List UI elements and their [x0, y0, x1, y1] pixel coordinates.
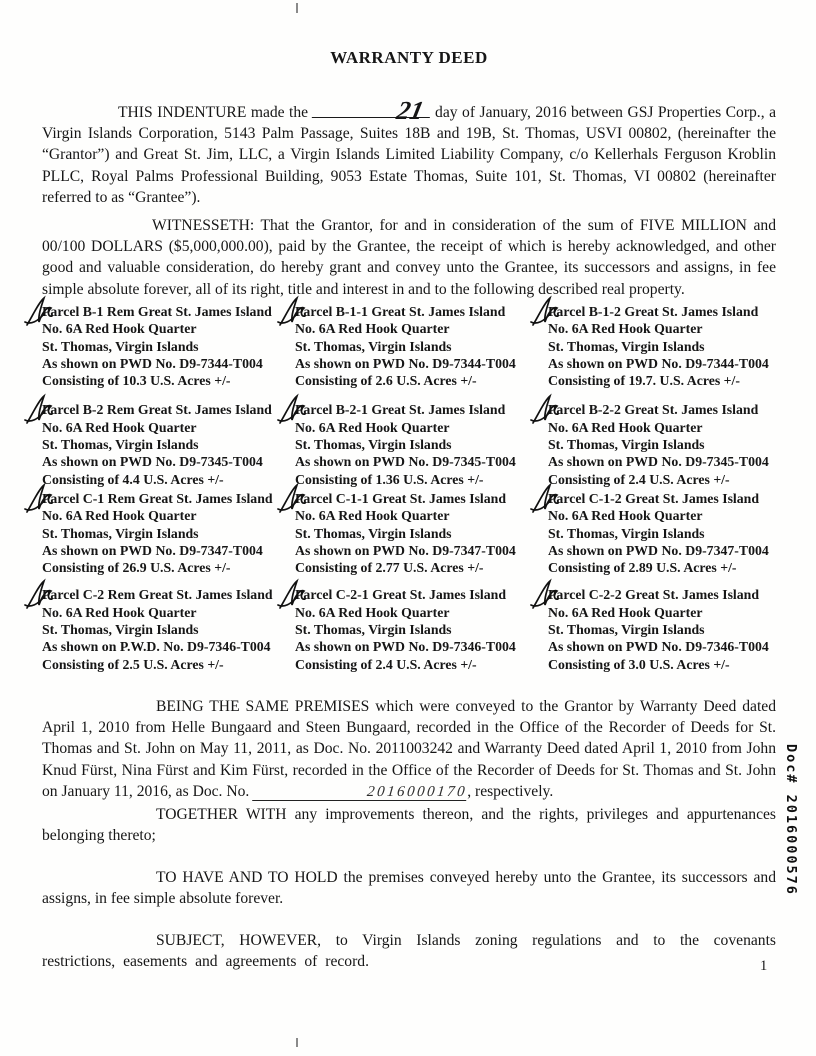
parcel-block-b1-1: [295, 303, 548, 389]
paragraph-premises: [42, 696, 776, 803]
page-number: 1: [760, 958, 768, 974]
parcel-line: No. 6A Red Hook Quarter: [42, 419, 197, 435]
parcel-line: No. 6A Red Hook Quarter: [548, 604, 703, 620]
parcel-block-b2-rem: [42, 401, 295, 487]
parcel-row: [42, 303, 776, 389]
parcel-line: St. Thomas, Virgin Islands: [548, 525, 705, 541]
parcel-line: St. Thomas, Virgin Islands: [42, 622, 199, 638]
paragraph-subject-however: SUBJECT, HOWEVER, to Virgin Islands zoning regulations and to the covenants restrictions, easements and agreements of record.: [42, 931, 776, 970]
parcel-line: As shown on PWD No. D9-7344-T004: [42, 355, 263, 371]
parcel-block-b1-rem: [42, 303, 295, 389]
recorder-doc-number-stamp: Doc# 2016000576: [783, 744, 799, 896]
parcel-line: As shown on PWD No. D9-7347-T004: [42, 542, 263, 558]
parcel-line: Consisting of 3.0 U.S. Acres +/-: [548, 656, 730, 672]
parcel-block-c1-1: [295, 490, 548, 576]
parcel-line: As shown on PWD No. D9-7346-T004: [548, 639, 769, 655]
parcel-block-b2-1: [295, 401, 548, 487]
handwritten-doc-number: 2016000170: [252, 785, 468, 801]
parcel-line: Parcel C-2-1 Great St. James Island: [295, 587, 507, 603]
parcel-line: St. Thomas, Virgin Islands: [548, 338, 705, 354]
paragraph-to-have-and-hold: TO HAVE AND TO HOLD the premises conveyed hereby unto the Grantee, its successors and assigns, in fee simple absolute forever.: [42, 868, 776, 907]
parcel-row: [42, 586, 776, 672]
premises-text-post: , respectively.: [467, 783, 554, 801]
parcel-line: As shown on P.W.D. No. D9-7346-T004: [42, 639, 271, 655]
parcel-line: No. 6A Red Hook Quarter: [295, 419, 450, 435]
document-title: WARRANTY DEED: [330, 48, 488, 67]
parcel-line: Parcel C-1-2 Great St. James Island: [548, 490, 760, 506]
registration-mark-top: [296, 3, 298, 13]
indenture-text-post: day of January, 2016 between GSJ Properties Corp., a Virgin Islands Corporation, 5143 Palm Passage, Suites 18B and 19B, St. Thomas, USVI 00802, (hereinafter the “Grantor”) and Great St. Jim, LLC, a Virgin Islands Limited Liability Company, c/o Kellerhals Ferguson Kroblin PLLC, Royal Palms Professional Building, 9053 Estate Thomas, Suite 101, St. Thomas, VI 00802 (hereinafter referred to as “Grantee”).: [42, 103, 776, 207]
parcel-block-c1-2: [548, 490, 776, 576]
parcel-line: Parcel C-2 Rem Great St. James Island: [42, 587, 273, 603]
parcel-line: Consisting of 2.77 U.S. Acres +/-: [295, 560, 484, 576]
parcel-line: Consisting of 2.4 U.S. Acres +/-: [295, 656, 477, 672]
paragraph-indenture: [42, 95, 776, 209]
registration-mark-bottom: [296, 1038, 298, 1047]
parcel-line: Parcel B-1 Rem Great St. James Island: [42, 304, 272, 319]
parcel-line: Consisting of 26.9 U.S. Acres +/-: [42, 560, 231, 576]
parcel-block-c2-1: [295, 586, 548, 672]
parcel-line: Parcel B-2-2 Great St. James Island: [548, 402, 759, 418]
parcel-line: St. Thomas, Virgin Islands: [42, 338, 199, 354]
parcel-line: Parcel B-2-1 Great St. James Island: [295, 402, 506, 418]
parcel-line: As shown on PWD No. D9-7344-T004: [295, 355, 516, 371]
parcel-line: St. Thomas, Virgin Islands: [548, 437, 705, 453]
parcel-block-b1-2: [548, 303, 776, 389]
parcel-line: Parcel C-2-2 Great St. James Island: [548, 587, 760, 603]
parcel-line: As shown on PWD No. D9-7345-T004: [295, 454, 516, 470]
parcel-line: As shown on PWD No. D9-7344-T004: [548, 355, 769, 371]
parcel-line: As shown on PWD No. D9-7346-T004: [295, 639, 516, 655]
parcel-row: [42, 490, 776, 576]
parcel-line: No. 6A Red Hook Quarter: [295, 321, 450, 337]
parcel-line: No. 6A Red Hook Quarter: [548, 508, 703, 524]
handwritten-day-number: 21: [311, 106, 432, 118]
parcel-line: No. 6A Red Hook Quarter: [42, 321, 197, 337]
parcel-line: St. Thomas, Virgin Islands: [548, 622, 705, 638]
parcel-line: Parcel B-1-1 Great St. James Island: [295, 304, 506, 319]
parcel-line: No. 6A Red Hook Quarter: [548, 321, 703, 337]
parcel-line: No. 6A Red Hook Quarter: [295, 604, 450, 620]
parcel-line: No. 6A Red Hook Quarter: [548, 419, 703, 435]
parcel-line: Consisting of 4.4 U.S. Acres +/-: [42, 471, 224, 487]
parcel-line: As shown on PWD No. D9-7347-T004: [548, 542, 769, 558]
parcel-line: Consisting of 19.7. U.S. Acres +/-: [548, 373, 740, 389]
indenture-text-pre: THIS INDENTURE made the: [118, 103, 313, 121]
parcel-row: [42, 401, 776, 487]
parcel-line: St. Thomas, Virgin Islands: [42, 437, 199, 453]
parcel-line: Parcel B-2 Rem Great St. James Island: [42, 402, 272, 418]
paragraph-witnesseth: WITNESSETH: That the Grantor, for and in consideration of the sum of FIVE MILLION and 00/100 DOLLARS ($5,000,000.00), paid by the Grantee, the receipt of which is hereby acknowledged, and other good and valuable consideration, do hereby grant and convey unto the Grantee, its successors and assigns, in fee simple absolute forever, all of its right, title and interest in and to the following described real property.: [42, 216, 776, 298]
parcel-line: Parcel C-1 Rem Great St. James Island: [42, 490, 273, 506]
parcel-line: Consisting of 1.36 U.S. Acres +/-: [295, 471, 484, 487]
parcel-block-c1-rem: [42, 490, 295, 576]
parcel-line: Parcel C-1-1 Great St. James Island: [295, 490, 507, 506]
parcel-line: Consisting of 10.3 U.S. Acres +/-: [42, 373, 231, 389]
parcel-line: Parcel B-1-2 Great St. James Island: [548, 304, 759, 319]
parcel-line: As shown on PWD No. D9-7345-T004: [42, 454, 263, 470]
parcel-line: Consisting of 2.6 U.S. Acres +/-: [295, 373, 477, 389]
premises-text-pre: BEING THE SAME PREMISES which were conveyed to the Grantor by Warranty Deed dated April 1, 2010 from Helle Bungaard and Steen Bungaard, recorded in the Office of the Recorder of Deeds for St. Thomas and St. John on May 11, 2011, as Doc. No. 2011003242 and Warranty Deed dated April 1, 2010 from John Knud Fürst, Nina Fürst and Kim Fürst, recorded in the Office of the Recorder of Deeds for St. Thomas and St. John on January 11, 2016, as Doc. No.: [42, 697, 776, 801]
parcel-line: Consisting of 2.4 U.S. Acres +/-: [548, 471, 730, 487]
parcel-grid: [42, 303, 776, 673]
parcel-line: St. Thomas, Virgin Islands: [42, 525, 199, 541]
parcel-line: No. 6A Red Hook Quarter: [42, 604, 197, 620]
parcel-line: St. Thomas, Virgin Islands: [295, 525, 452, 541]
parcel-line: No. 6A Red Hook Quarter: [295, 508, 450, 524]
parcel-block-c2-rem: [42, 586, 295, 672]
paragraph-together-with: TOGETHER WITH any improvements thereon, and the rights, privileges and appurtenances belonging thereto;: [42, 805, 776, 844]
parcel-line: St. Thomas, Virgin Islands: [295, 622, 452, 638]
parcel-line: Consisting of 2.89 U.S. Acres +/-: [548, 560, 737, 576]
parcel-line: St. Thomas, Virgin Islands: [295, 338, 452, 354]
parcel-block-c2-2: [548, 586, 776, 672]
parcel-line: As shown on PWD No. D9-7347-T004: [295, 542, 516, 558]
parcel-block-b2-2: [548, 401, 776, 487]
parcel-line: St. Thomas, Virgin Islands: [295, 437, 452, 453]
parcel-line: Consisting of 2.5 U.S. Acres +/-: [42, 656, 224, 672]
parcel-line: No. 6A Red Hook Quarter: [42, 508, 197, 524]
parcel-line: As shown on PWD No. D9-7345-T004: [548, 454, 769, 470]
